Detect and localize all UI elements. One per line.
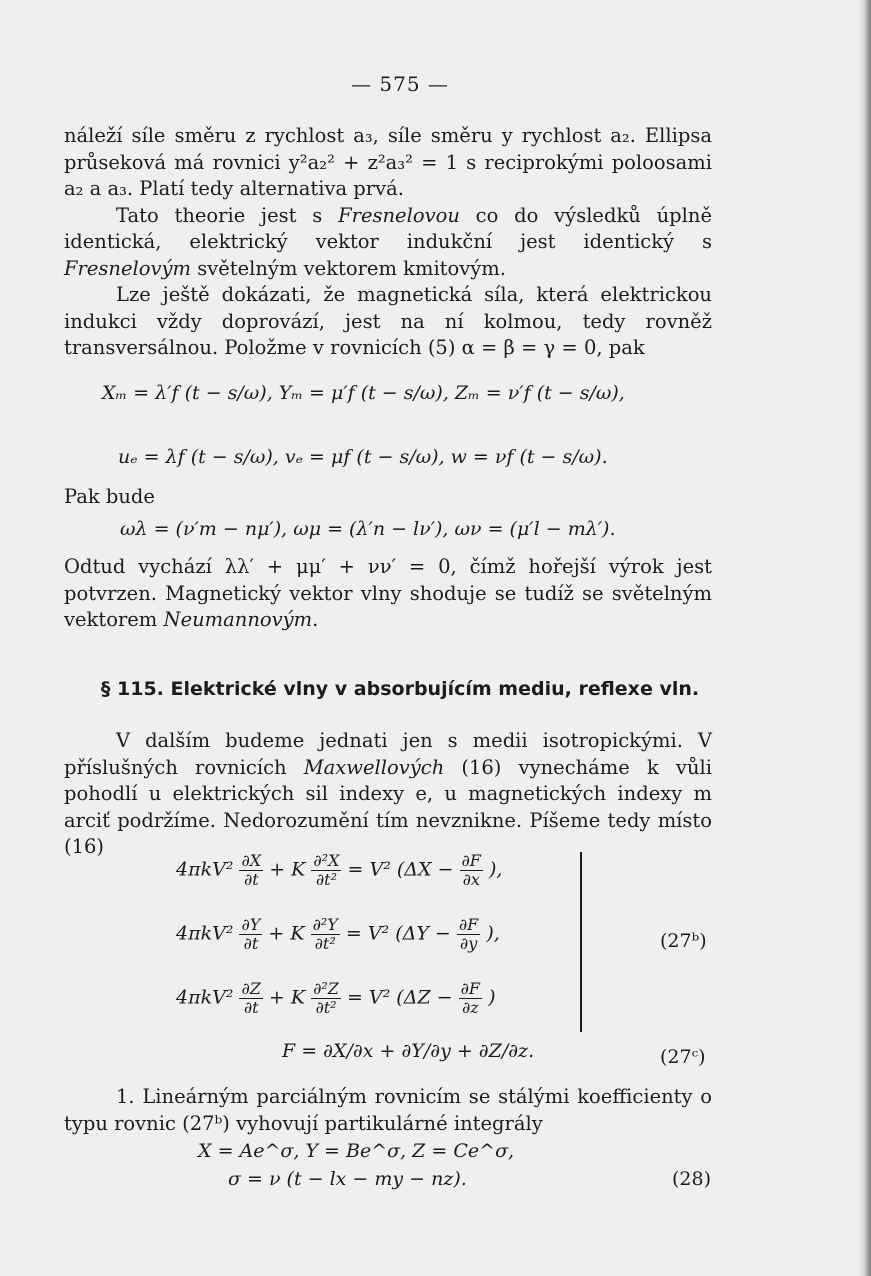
equation-27c: F = ∂X/∂x + ∂Y/∂y + ∂Z/∂z. — [282, 1040, 535, 1062]
paragraph-1: náleží síle směru z rychlost a₃, síle směru y rychlost a₂. Ellipsa průseková má rovnici y²a₂² + z²a₃² = 1 s reciprokými poloosami a₂ a a₃. Platí tedy alternativa prvá. — [64, 124, 712, 200]
paragraph-3: Lze ještě dokázati, že magnetická síla, která elektrickou indukci vždy doprovází, jest na ní kolmou, tedy rovněž transversálnou. Položme v rovnicích (5) α = β = γ = 0, pak — [64, 283, 712, 359]
page-edge-shadow — [859, 0, 871, 1276]
equation-electric: uₑ = λf (t − s/ω), vₑ = μf (t − s/ω), w = νf (t − s/ω). — [118, 446, 608, 468]
equation-number-27b: (27ᵇ) — [660, 930, 707, 952]
paragraph-5: V dalším budeme jednati jen s medii isotropickými. V příslušných rovnicích Maxwellových (16) vynecháme k vůli pohodlí u elektrických sil indexy e, u magnetických indexy m arciť podržíme. Nedorozumění tím nevznikne. Píšeme tedy místo (16) — [64, 729, 712, 858]
paragraph-6: 1. Lineárným parciálným rovnicím se stálými koefficienty o typu rovnic (27ᵇ) vyhovují partikulárné integrály — [64, 1085, 712, 1135]
equation-27b-x: 4πkV² $\frac{\partial X}{\partial t}$ + K $\frac{\text{∂²X}}{\text{∂t²}}$ = V² (ΔX − $\frac{\partial F}{\partial x}$ ), — [176, 851, 503, 889]
equation-27b-y: 4πkV² $\frac{\partial Y}{\partial t}$ + K $\frac{\text{∂²Y}}{\text{∂t²}}$ = V² (ΔY − $\frac{\partial F}{\partial y}$ ), — [176, 915, 500, 953]
paragraph-4: Odtud vychází λλ′ + μμ′ + νν′ = 0, čímž hořejší výrok jest potvrzen. Magnetický vektor vlny shoduje se tudíž se světelným vektorem Neumannovým. — [64, 555, 712, 631]
equation-magnetic: Xₘ = λ′f (t − s/ω), Yₘ = μ′f (t − s/ω), Zₘ = ν′f (t − s/ω), — [102, 382, 625, 404]
equation-27b-z: 4πkV² $\frac{\partial Z}{\partial t}$ + K $\frac{\text{∂²Z}}{\text{∂t²}}$ = V² (ΔZ − $\frac{\partial F}{\partial z}$ ) — [176, 979, 496, 1017]
pak-bude-label: Pak bude — [64, 485, 155, 508]
page-number: — 575 — — [351, 72, 449, 96]
equation-number-28: (28) — [672, 1168, 712, 1190]
equation-28a: X = Ae^σ, Y = Be^σ, Z = Ce^σ, — [198, 1140, 515, 1162]
section-heading: § 115. Elektrické vlny v absorbujícím mediu, reflexe vln. — [100, 678, 700, 700]
equation-number-27c: (27ᶜ) — [660, 1046, 706, 1068]
text-block-top — [64, 123, 712, 362]
paragraph-2: Tato theorie jest s Fresnelovou co do výsledků úplně identická, elektrický vektor indukční jest identický s Fresnelovým světelným vektorem kmitovým. — [64, 203, 713, 280]
equation-omega: ωλ = (ν′m − nμ′), ωμ = (λ′n − lν′), ων = (μ′l − mλ′). — [120, 518, 616, 540]
equation-system-brace — [580, 852, 582, 1032]
equation-28b: σ = ν (t − lx − my − nz). — [228, 1168, 467, 1190]
